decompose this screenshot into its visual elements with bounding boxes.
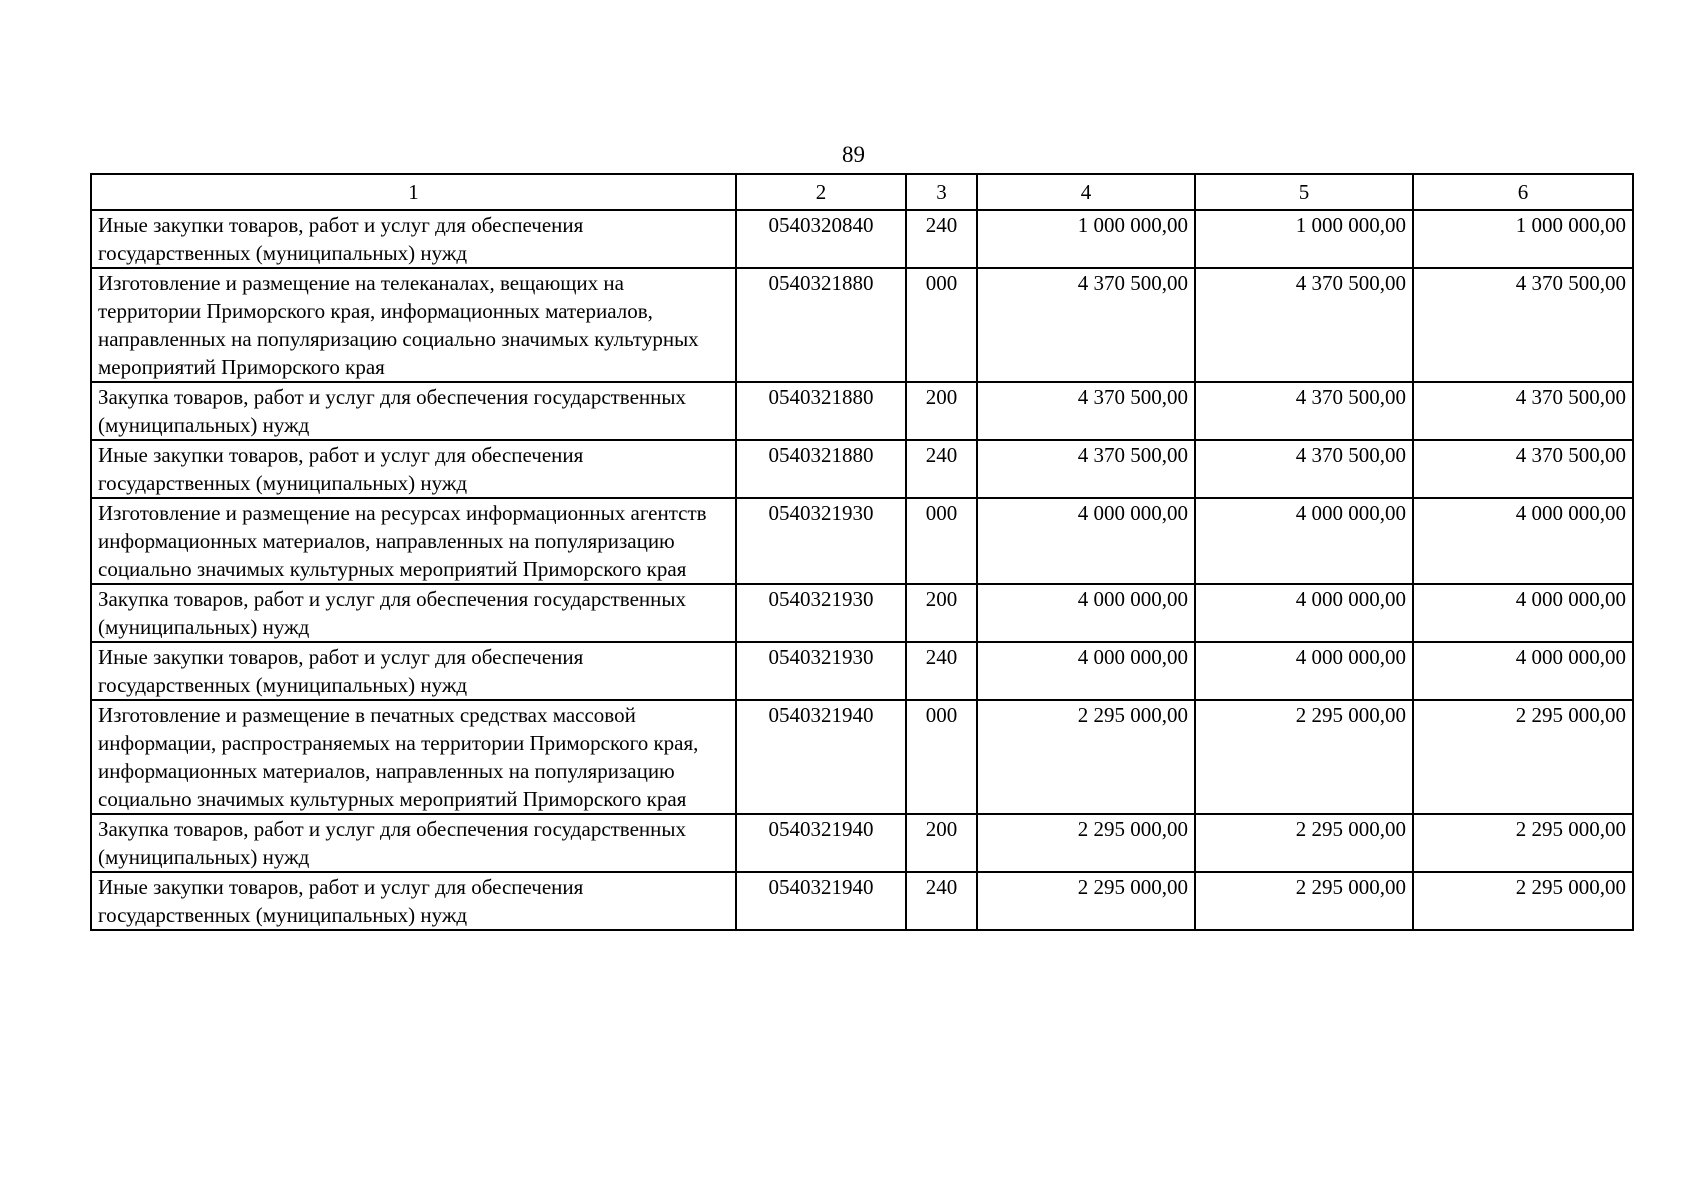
row-amount-6: 4 370 500,00 <box>1413 382 1633 440</box>
header-row <box>91 174 1633 210</box>
row-type: 240 <box>906 440 977 498</box>
row-type: 200 <box>906 814 977 872</box>
row-code: 0540321940 <box>736 700 906 814</box>
row-amount-4: 2 295 000,00 <box>977 872 1195 930</box>
page-number: 89 <box>842 142 865 167</box>
table-row <box>91 814 1633 872</box>
row-code: 0540321930 <box>736 498 906 584</box>
row-type: 000 <box>906 498 977 584</box>
table-row <box>91 642 1633 700</box>
row-amount-5: 4 370 500,00 <box>1195 268 1413 382</box>
table-row <box>91 872 1633 930</box>
row-amount-4: 4 000 000,00 <box>977 498 1195 584</box>
row-name: Закупка товаров, работ и услуг для обеспечения государственных (муниципальных) нужд <box>91 382 736 440</box>
column-header-1: 1 <box>91 174 736 210</box>
row-amount-5: 2 295 000,00 <box>1195 872 1413 930</box>
row-amount-4: 4 370 500,00 <box>977 382 1195 440</box>
row-name: Изготовление и размещение в печатных средствах массовой информации, распространяемых на территории Приморского края, информационных материалов, направленных на популяризацию социально значимых культурных мероприятий Приморского края <box>91 700 736 814</box>
column-header-6: 6 <box>1413 174 1633 210</box>
table-row <box>91 584 1633 642</box>
table-row <box>91 700 1633 814</box>
row-amount-5: 1 000 000,00 <box>1195 210 1413 268</box>
row-amount-6: 4 370 500,00 <box>1413 268 1633 382</box>
row-type: 200 <box>906 584 977 642</box>
row-name: Иные закупки товаров, работ и услуг для обеспечения государственных (муниципальных) нужд <box>91 642 736 700</box>
row-name: Иные закупки товаров, работ и услуг для обеспечения государственных (муниципальных) нужд <box>91 210 736 268</box>
row-name: Закупка товаров, работ и услуг для обеспечения государственных (муниципальных) нужд <box>91 814 736 872</box>
row-type: 240 <box>906 872 977 930</box>
row-amount-5: 4 000 000,00 <box>1195 584 1413 642</box>
row-type: 240 <box>906 642 977 700</box>
column-header-5: 5 <box>1195 174 1413 210</box>
row-amount-4: 1 000 000,00 <box>977 210 1195 268</box>
row-amount-5: 2 295 000,00 <box>1195 814 1413 872</box>
row-code: 0540321940 <box>736 872 906 930</box>
column-header-2: 2 <box>736 174 906 210</box>
budget-table <box>90 173 1634 931</box>
row-amount-4: 2 295 000,00 <box>977 814 1195 872</box>
row-name: Иные закупки товаров, работ и услуг для обеспечения государственных (муниципальных) нужд <box>91 872 736 930</box>
row-code: 0540321940 <box>736 814 906 872</box>
column-header-4: 4 <box>977 174 1195 210</box>
row-type: 000 <box>906 268 977 382</box>
row-amount-6: 2 295 000,00 <box>1413 872 1633 930</box>
table-row <box>91 440 1633 498</box>
row-amount-4: 4 000 000,00 <box>977 642 1195 700</box>
row-amount-5: 4 000 000,00 <box>1195 498 1413 584</box>
row-amount-6: 4 000 000,00 <box>1413 584 1633 642</box>
row-code: 0540321880 <box>736 382 906 440</box>
row-amount-4: 4 370 500,00 <box>977 268 1195 382</box>
row-amount-6: 4 000 000,00 <box>1413 498 1633 584</box>
row-type: 000 <box>906 700 977 814</box>
row-amount-4: 2 295 000,00 <box>977 700 1195 814</box>
row-amount-4: 4 370 500,00 <box>977 440 1195 498</box>
table-row <box>91 268 1633 382</box>
column-header-3: 3 <box>906 174 977 210</box>
row-type: 200 <box>906 382 977 440</box>
row-amount-5: 4 000 000,00 <box>1195 642 1413 700</box>
row-amount-6: 1 000 000,00 <box>1413 210 1633 268</box>
row-amount-4: 4 000 000,00 <box>977 584 1195 642</box>
row-code: 0540321880 <box>736 440 906 498</box>
table-row <box>91 382 1633 440</box>
row-amount-6: 2 295 000,00 <box>1413 700 1633 814</box>
row-code: 0540321930 <box>736 642 906 700</box>
row-code: 0540321880 <box>736 268 906 382</box>
row-code: 0540321930 <box>736 584 906 642</box>
table-row <box>91 210 1633 268</box>
row-type: 240 <box>906 210 977 268</box>
row-name: Закупка товаров, работ и услуг для обеспечения государственных (муниципальных) нужд <box>91 584 736 642</box>
row-name: Иные закупки товаров, работ и услуг для обеспечения государственных (муниципальных) нужд <box>91 440 736 498</box>
row-name: Изготовление и размещение на ресурсах информационных агентств информационных материалов, направленных на популяризацию социально значимых культурных мероприятий Приморского края <box>91 498 736 584</box>
row-amount-6: 4 370 500,00 <box>1413 440 1633 498</box>
row-amount-5: 2 295 000,00 <box>1195 700 1413 814</box>
row-amount-6: 2 295 000,00 <box>1413 814 1633 872</box>
row-amount-5: 4 370 500,00 <box>1195 382 1413 440</box>
table-row <box>91 498 1633 584</box>
row-amount-5: 4 370 500,00 <box>1195 440 1413 498</box>
row-name: Изготовление и размещение на телеканалах, вещающих на территории Приморского края, информационных материалов, направленных на популяризацию социально значимых культурных мероприятий Приморского края <box>91 268 736 382</box>
row-amount-6: 4 000 000,00 <box>1413 642 1633 700</box>
row-code: 0540320840 <box>736 210 906 268</box>
